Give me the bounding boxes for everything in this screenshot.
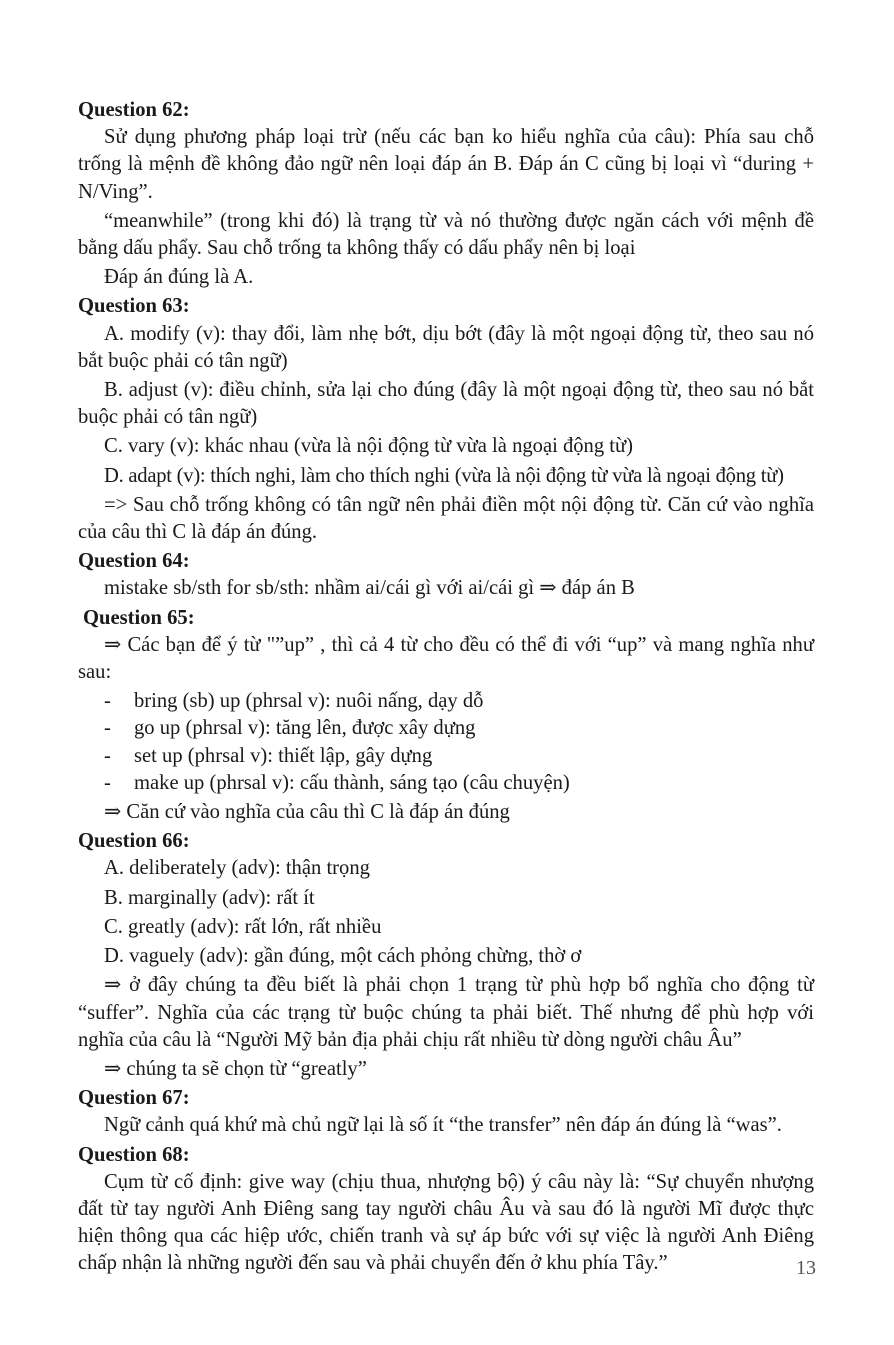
q65-intro: ⇒ Các bạn để ý từ "”up” , thì cả 4 từ cho đều có thể đi với “up” và mang nghĩa như sau: bbox=[78, 633, 814, 684]
q65-list-item bbox=[78, 743, 814, 770]
question-63-heading: Question 63: bbox=[78, 295, 190, 318]
q63-option-c: C. vary (v): khác nhau (vừa là nội động từ vừa là ngoại động từ) bbox=[104, 435, 634, 458]
q63-option-b: B. adjust (v): điều chỉnh, sửa lại cho đúng (đây là một ngoại động từ, theo sau nó bắt buộc phải có tân ngữ) bbox=[78, 379, 814, 429]
q64-paragraph: mistake sb/sth for sb/sth: nhầm ai/cái gì với ai/cái gì ⇒ đáp án B bbox=[104, 577, 635, 600]
q65-list-item bbox=[78, 770, 814, 797]
q62-paragraph-1: Sử dụng phương pháp loại trừ (nếu các bạn ko hiểu nghĩa của câu): Phía sau chỗ trống là mệnh đề không đảo ngữ nên loại đáp án B. Đáp án C cũng bị loại vì “during + N/Ving”. bbox=[78, 126, 814, 203]
q65-conclusion: ⇒ Căn cứ vào nghĩa của câu thì C là đáp án đúng bbox=[104, 801, 510, 824]
q66-option-a: A. deliberately (adv): thận trọng bbox=[104, 857, 370, 880]
q65-list-item bbox=[78, 688, 814, 715]
page-number: 13 bbox=[796, 1257, 816, 1279]
question-64-heading: Question 64: bbox=[78, 550, 190, 573]
q66-conclusion: ⇒ chúng ta sẽ chọn từ “greatly” bbox=[104, 1057, 367, 1080]
question-65-heading: Question 65: bbox=[83, 606, 195, 629]
question-62-heading: Question 62: bbox=[78, 99, 190, 121]
q63-conclusion: => Sau chỗ trống không có tân ngữ nên phải điền một nội động từ. Căn cứ vào nghĩa của câu thì C là đáp án đúng. bbox=[78, 493, 814, 544]
q67-paragraph: Ngữ cảnh quá khứ mà chủ ngữ lại là số ít “the transfer” nên đáp án đúng là “was”. bbox=[104, 1114, 782, 1137]
q68-paragraph: Cụm từ cố định: give way (chịu thua, nhượng bộ) ý câu này là: “Sự chuyển nhượng đất từ tay người Anh Điêng sang tay người châu Âu và sau đó là người Mĩ được thực hiện thông qua các hiệp ước, chiến tranh và sự áp bức với sự việc là người Anh Điêng chấp nhận là những người đến sau và phải chuyển đến ở khu phía Tây.” bbox=[78, 1170, 814, 1275]
q65-item-text: set up (phrsal v): thiết lập, gây dựng bbox=[134, 744, 433, 767]
page-content bbox=[78, 97, 814, 1280]
list-dash: - bbox=[104, 717, 111, 740]
list-dash: - bbox=[104, 690, 111, 713]
q66-explanation: ⇒ ở đây chúng ta đều biết là phải chọn 1 trạng từ phù hợp bổ nghĩa cho động từ “suffer”. Nghĩa của các trạng từ buộc chúng ta phải biết. Thế nhưng để phù hợp với nghĩa của câu là “Người Mỹ bản địa phải chịu rất nhiều từ dòng người châu Âu” bbox=[78, 974, 814, 1051]
q66-option-c: C. greatly (adv): rất lớn, rất nhiều bbox=[104, 915, 382, 938]
q66-option-b: B. marginally (adv): rất ít bbox=[104, 886, 315, 909]
question-66-heading: Question 66: bbox=[78, 830, 190, 853]
q65-item-text: go up (phrsal v): tăng lên, được xây dựng bbox=[134, 717, 476, 740]
q63-option-d: D. adapt (v): thích nghi, làm cho thích nghi (vừa là nội động từ vừa là ngoại động từ) bbox=[104, 464, 784, 487]
q65-item-text: bring (sb) up (phrsal v): nuôi nấng, dạy dỗ bbox=[134, 690, 484, 713]
q65-item-text: make up (phrsal v): cấu thành, sáng tạo (câu chuyện) bbox=[134, 771, 570, 794]
q65-list-item bbox=[78, 715, 814, 742]
list-dash: - bbox=[104, 771, 111, 794]
list-dash: - bbox=[104, 744, 111, 767]
q66-option-d: D. vaguely (adv): gần đúng, một cách phỏng chừng, thờ ơ bbox=[104, 945, 582, 968]
q63-option-a: A. modify (v): thay đổi, làm nhẹ bớt, dịu bớt (đây là một ngoại động từ, theo sau nó bắt buộc phải có tân ngữ) bbox=[78, 322, 814, 372]
question-68-heading: Question 68: bbox=[78, 1143, 190, 1166]
q62-answer: Đáp án đúng là A. bbox=[104, 266, 254, 289]
q62-paragraph-2: “meanwhile” (trong khi đó) là trạng từ và nó thường được ngăn cách với mệnh đề bằng dấu phẩy. Sau chỗ trống ta không thấy có dấu phẩy nên bị loại bbox=[78, 209, 814, 260]
question-67-heading: Question 67: bbox=[78, 1087, 190, 1110]
